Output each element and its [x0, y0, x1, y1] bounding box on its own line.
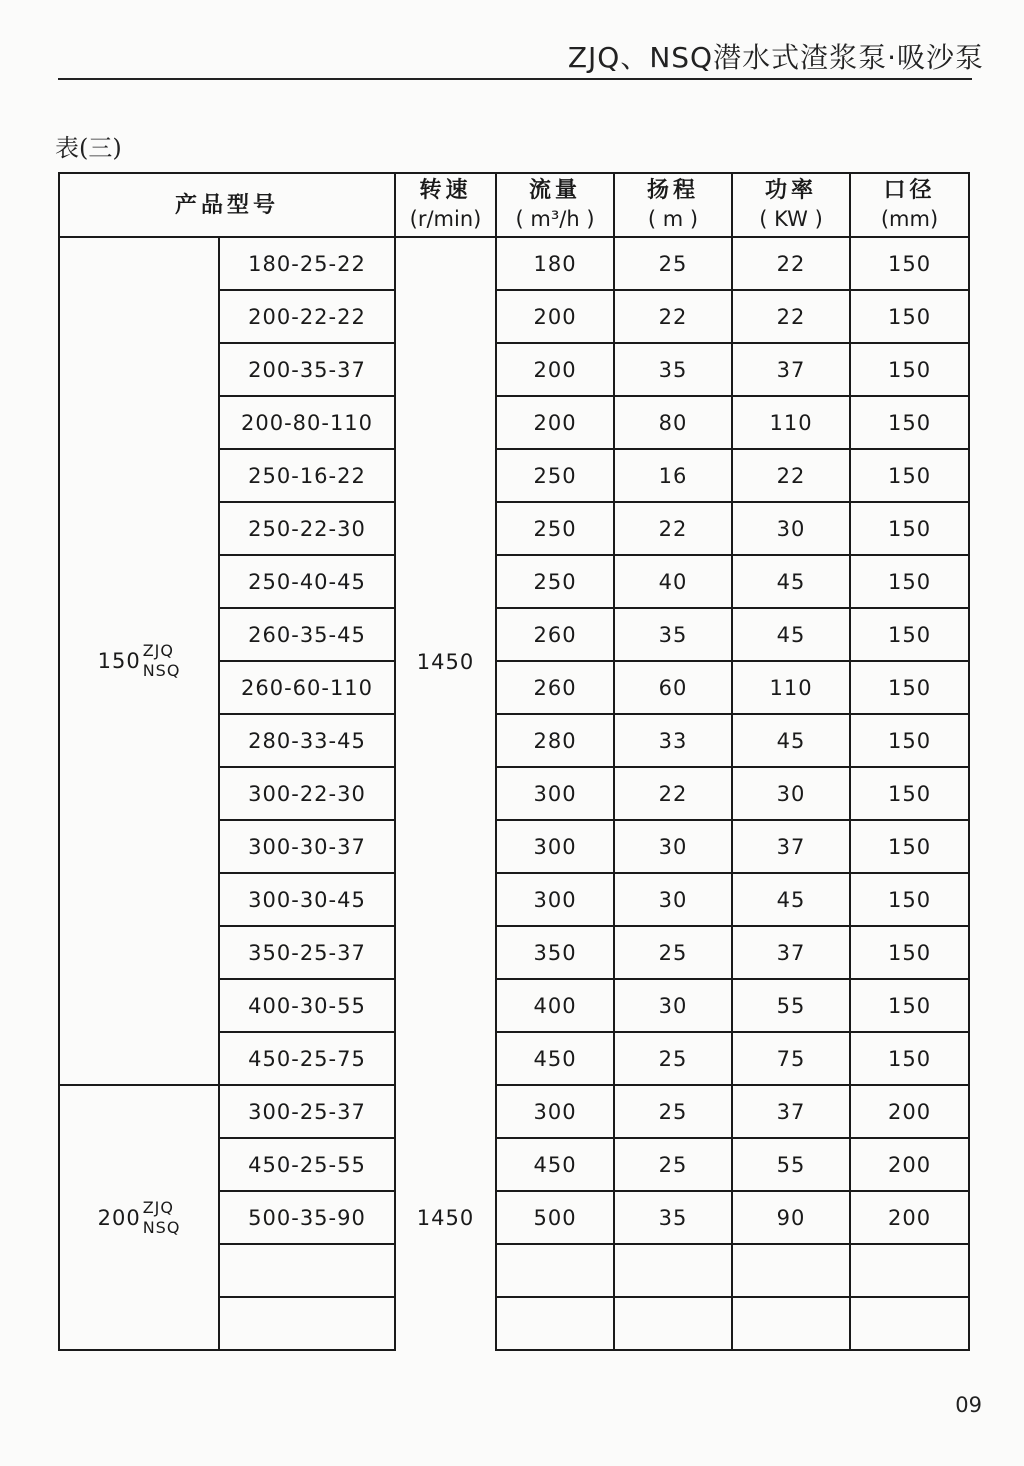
bore-cell: 150 [850, 661, 969, 714]
power-cell: 37 [732, 926, 850, 979]
bore-cell: 150 [850, 555, 969, 608]
bore-cell: 150 [850, 714, 969, 767]
model-cell: 260-35-45 [219, 608, 395, 661]
model-cell [219, 1244, 395, 1297]
header-speed-label: 转速 [419, 178, 472, 203]
flow-cell: 200 [496, 343, 614, 396]
group-series-top: ZJQ [142, 1197, 174, 1217]
group-label-200 [59, 1085, 219, 1350]
bore-cell: 200 [850, 1138, 969, 1191]
head-cell: 30 [614, 979, 732, 1032]
power-cell: 110 [732, 661, 850, 714]
power-cell: 22 [732, 290, 850, 343]
power-cell: 110 [732, 396, 850, 449]
flow-cell: 280 [496, 714, 614, 767]
bore-cell: 150 [850, 502, 969, 555]
flow-cell: 300 [496, 820, 614, 873]
bore-cell: 150 [850, 926, 969, 979]
power-cell: 22 [732, 449, 850, 502]
flow-cell: 450 [496, 1032, 614, 1085]
flow-cell: 200 [496, 290, 614, 343]
head-cell: 22 [614, 290, 732, 343]
model-cell: 280-33-45 [219, 714, 395, 767]
model-cell: 200-22-22 [219, 290, 395, 343]
head-cell: 25 [614, 926, 732, 979]
header-power-unit: ( KW ) [759, 207, 823, 231]
head-cell: 40 [614, 555, 732, 608]
model-cell: 180-25-22 [219, 237, 395, 290]
power-cell: 90 [732, 1191, 850, 1244]
header-speed-unit: (r/min) [409, 207, 482, 231]
power-cell: 30 [732, 767, 850, 820]
header-bore-unit: (mm) [880, 207, 939, 231]
head-cell: 33 [614, 714, 732, 767]
flow-cell: 350 [496, 926, 614, 979]
power-cell: 45 [732, 873, 850, 926]
power-cell: 45 [732, 555, 850, 608]
bore-cell: 150 [850, 820, 969, 873]
header-model-label: 产品型号 [175, 192, 280, 218]
bore-cell: 150 [850, 1032, 969, 1085]
model-cell: 260-60-110 [219, 661, 395, 714]
header-flow [496, 173, 614, 237]
pump-spec-table [58, 172, 970, 1351]
model-cell: 200-35-37 [219, 343, 395, 396]
flow-cell: 300 [496, 873, 614, 926]
head-cell [614, 1244, 732, 1297]
bore-cell [850, 1244, 969, 1297]
table-row [59, 237, 969, 290]
model-cell: 500-35-90 [219, 1191, 395, 1244]
header-head-unit: ( m ) [647, 207, 699, 231]
model-cell: 300-30-45 [219, 873, 395, 926]
bore-cell: 150 [850, 396, 969, 449]
model-cell: 400-30-55 [219, 979, 395, 1032]
flow-cell: 450 [496, 1138, 614, 1191]
power-cell [732, 1297, 850, 1350]
bore-cell: 150 [850, 767, 969, 820]
page-header-title: ZJQ、NSQ潜水式渣浆泵·吸沙泵 [567, 41, 984, 74]
head-cell: 35 [614, 1191, 732, 1244]
group-label-150 [59, 237, 219, 1085]
header-speed [395, 173, 496, 237]
bore-cell: 150 [850, 608, 969, 661]
model-cell: 450-25-55 [219, 1138, 395, 1191]
power-cell: 37 [732, 343, 850, 396]
table-row [59, 1085, 969, 1138]
bore-cell: 150 [850, 343, 969, 396]
bore-cell: 200 [850, 1191, 969, 1244]
bore-cell: 150 [850, 449, 969, 502]
bore-cell: 150 [850, 979, 969, 1032]
model-cell [219, 1297, 395, 1350]
head-cell: 25 [614, 1032, 732, 1085]
head-cell: 30 [614, 873, 732, 926]
speed-cell-150: 1450 [395, 237, 496, 1085]
header-model [59, 173, 395, 237]
power-cell: 22 [732, 237, 850, 290]
group-size: 150 [97, 649, 141, 673]
power-cell [732, 1244, 850, 1297]
model-cell: 200-80-110 [219, 396, 395, 449]
model-cell: 300-22-30 [219, 767, 395, 820]
header-power [732, 173, 850, 237]
header-flow-unit: ( m³/h ) [515, 207, 595, 231]
flow-cell: 260 [496, 661, 614, 714]
power-cell: 55 [732, 979, 850, 1032]
bore-cell [850, 1297, 969, 1350]
head-cell: 60 [614, 661, 732, 714]
power-cell: 37 [732, 1085, 850, 1138]
header-flow-label: 流量 [529, 178, 582, 203]
table-caption: 表(三) [55, 134, 122, 162]
model-cell: 300-30-37 [219, 820, 395, 873]
flow-cell [496, 1244, 614, 1297]
model-cell: 350-25-37 [219, 926, 395, 979]
flow-cell: 300 [496, 767, 614, 820]
model-cell: 450-25-75 [219, 1032, 395, 1085]
group-size: 200 [97, 1205, 141, 1230]
header-head [614, 173, 732, 237]
power-cell: 37 [732, 820, 850, 873]
head-cell: 22 [614, 502, 732, 555]
table-header-row [59, 173, 969, 237]
flow-cell [496, 1297, 614, 1350]
flow-cell: 300 [496, 1085, 614, 1138]
head-cell: 25 [614, 1138, 732, 1191]
header-head-label: 扬程 [647, 178, 700, 203]
flow-cell: 200 [496, 396, 614, 449]
model-cell: 250-16-22 [219, 449, 395, 502]
header-power-label: 功率 [765, 178, 818, 203]
flow-cell: 250 [496, 449, 614, 502]
head-cell: 35 [614, 608, 732, 661]
bore-cell: 150 [850, 873, 969, 926]
power-cell: 45 [732, 714, 850, 767]
bore-cell: 200 [850, 1085, 969, 1138]
flow-cell: 250 [496, 555, 614, 608]
power-cell: 30 [732, 502, 850, 555]
header-bore-label: 口径 [883, 178, 936, 203]
head-cell: 35 [614, 343, 732, 396]
power-cell: 55 [732, 1138, 850, 1191]
bore-cell: 150 [850, 290, 969, 343]
group-series-bottom: NSQ [142, 661, 181, 680]
power-cell: 45 [732, 608, 850, 661]
bore-cell: 150 [850, 237, 969, 290]
head-cell: 30 [614, 820, 732, 873]
flow-cell: 400 [496, 979, 614, 1032]
head-cell: 25 [614, 237, 732, 290]
flow-cell: 260 [496, 608, 614, 661]
page-number: 09 [955, 1393, 982, 1417]
model-cell: 250-22-30 [219, 502, 395, 555]
head-cell: 22 [614, 767, 732, 820]
model-cell: 300-25-37 [219, 1085, 395, 1138]
flow-cell: 500 [496, 1191, 614, 1244]
head-cell: 16 [614, 449, 732, 502]
group-series-bottom: NSQ [142, 1217, 181, 1237]
group-series-top: ZJQ [142, 641, 174, 660]
head-cell [614, 1297, 732, 1350]
speed-cell-200: 1450 [395, 1085, 496, 1350]
head-cell: 80 [614, 396, 732, 449]
header-rule [58, 78, 972, 80]
power-cell: 75 [732, 1032, 850, 1085]
head-cell: 25 [614, 1085, 732, 1138]
flow-cell: 250 [496, 502, 614, 555]
flow-cell: 180 [496, 237, 614, 290]
header-bore [850, 173, 969, 237]
model-cell: 250-40-45 [219, 555, 395, 608]
